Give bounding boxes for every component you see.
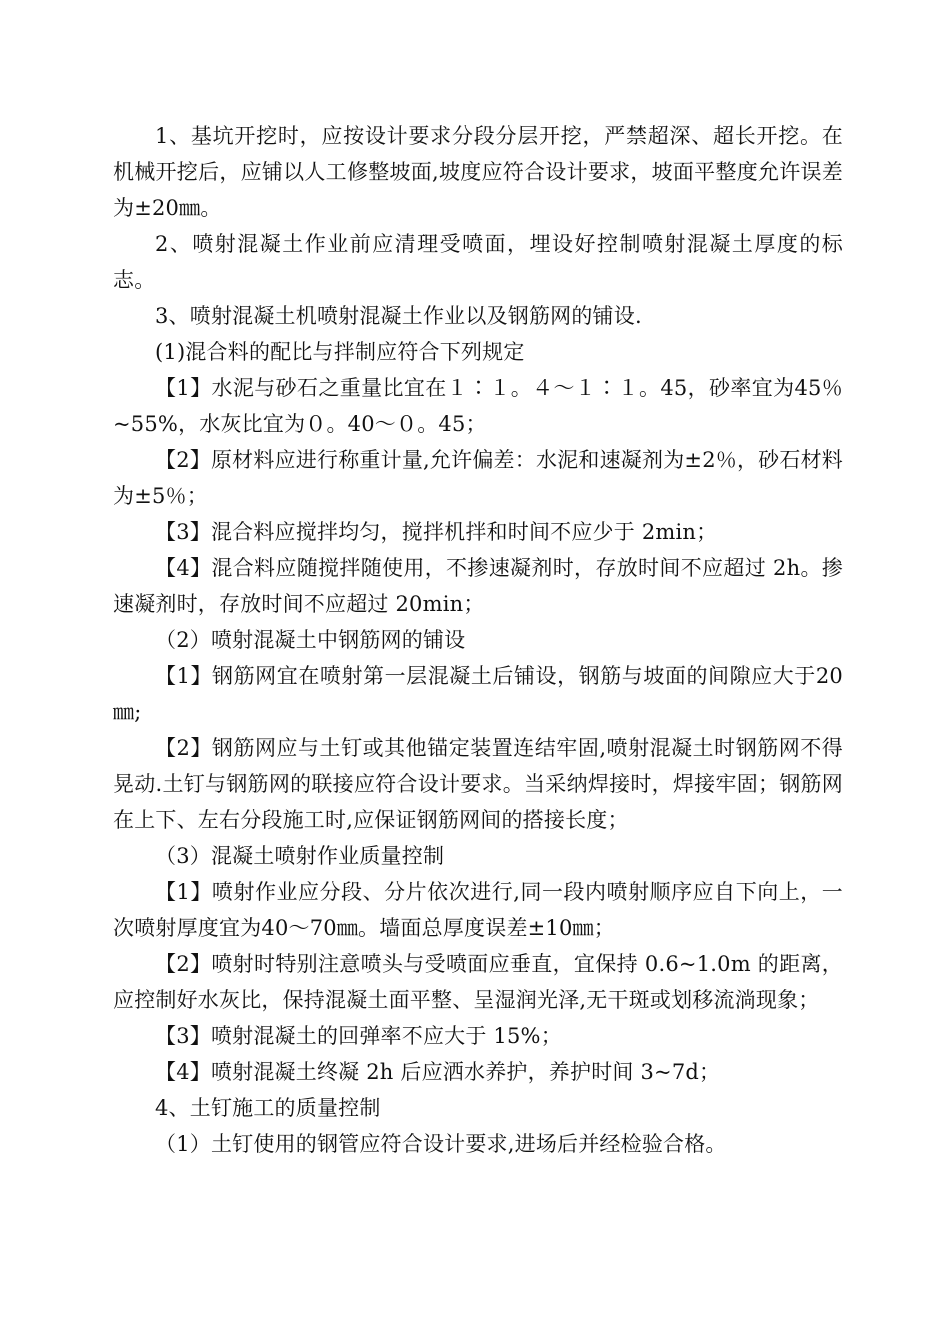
paragraph-mesh-heading: （2）喷射混凝土中钢筋网的铺设 [155,628,466,652]
paragraph-mix-item-1: 【1】水泥与砂石之重量比宜在１∶１。４～１∶１。45，砂率宜为45％~55%，水灰比宜为０。40～０。45； [113,376,843,436]
paragraph-mesh-item-2: 【2】钢筋网应与土钉或其他锚定装置连结牢固,喷射混凝土时钢筋网不得晃动.土钉与钢筋网的联接应符合设计要求。当采纳焊接时，焊接牢固；钢筋网在上下、左右分段施工时,应保证钢筋网间的搭接长度； [113,736,843,832]
paragraph-mix-item-2: 【2】原材料应进行称重计量,允许偏差：水泥和速凝剂为±2％，砂石材料为±5％； [113,448,843,508]
paragraph-quality-item-1: 【1】喷射作业应分段、分片依次进行,同一段内喷射顺序应自下向上，一次喷射厚度宜为40～70㎜。墙面总厚度误差±10㎜； [113,880,843,940]
paragraph-excavation: 1、基坑开挖时，应按设计要求分段分层开挖，严禁超深、超长开挖。在机械开挖后，应铺以人工修整坡面,坡度应符合设计要求，坡面平整度允许误差为±20㎜。 [113,124,843,220]
paragraph-surface-prep: 2、喷射混凝土作业前应清理受喷面，埋设好控制喷射混凝土厚度的标志。 [113,232,843,292]
paragraph-soil-nail-heading: 4、土钉施工的质量控制 [155,1096,381,1120]
paragraph-mix-item-4: 【4】混合料应随搅拌随使用，不掺速凝剂时，存放时间不应超过 2h。掺速凝剂时，存放时间不应超过 20min； [113,556,843,616]
paragraph-mix-heading: (1)混合料的配比与拌制应符合下列规定 [155,340,525,364]
paragraph-shotcrete-heading: 3、喷射混凝土机喷射混凝土作业以及钢筋网的铺设. [155,304,642,328]
paragraph-quality-item-2: 【2】喷射时特别注意喷头与受喷面应垂直，宜保持 0.6~1.0m 的距离，应控制好水灰比，保持混凝土面平整、呈湿润光泽,无干斑或划移流淌现象； [113,952,843,1012]
document-body [113,118,843,1162]
paragraph-mix-item-3: 【3】混合料应搅拌均匀，搅拌机拌和时间不应少于 2min； [155,520,718,544]
paragraph-soil-nail-item-1: （1）土钉使用的钢管应符合设计要求,进场后并经检验合格。 [155,1132,727,1156]
paragraph-quality-item-3: 【3】喷射混凝土的回弹率不应大于 15%； [155,1024,562,1048]
paragraph-quality-item-4: 【4】喷射混凝土终凝 2h 后应洒水养护，养护时间 3~7d； [155,1060,721,1084]
paragraph-mesh-item-1: 【1】钢筋网宜在喷射第一层混凝土后铺设，钢筋与坡面的间隙应大于20㎜; [113,664,843,724]
paragraph-quality-heading: （3）混凝土喷射作业质量控制 [155,844,445,868]
